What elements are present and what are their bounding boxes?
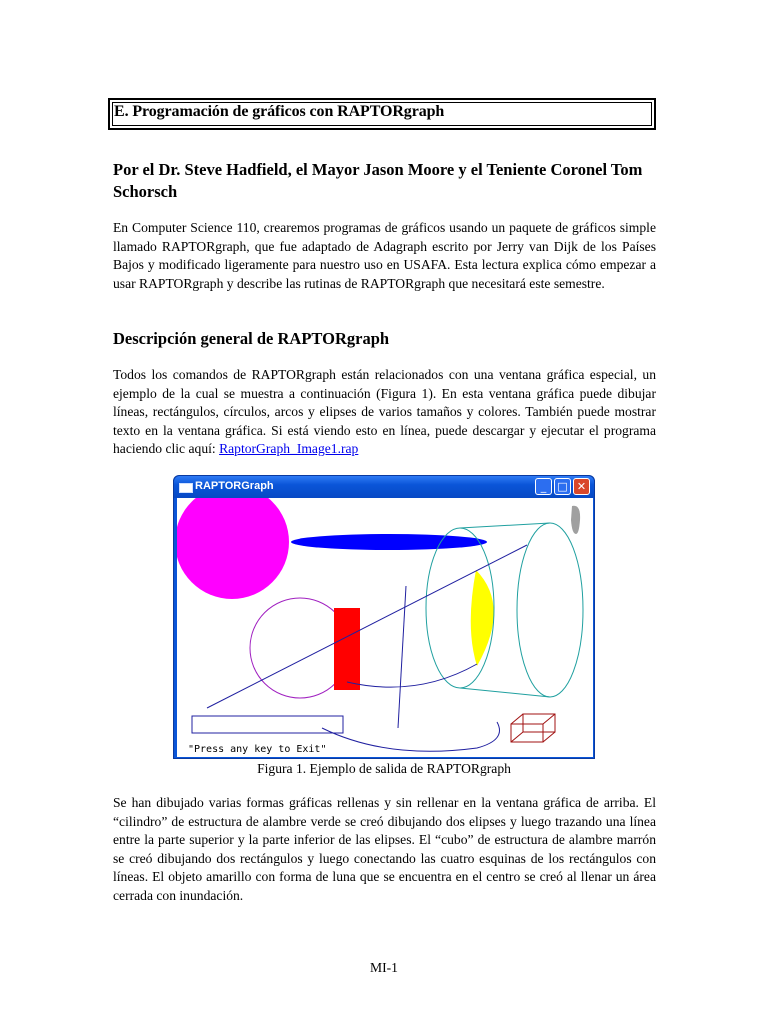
window-titlebar[interactable] xyxy=(174,476,594,498)
section-title: E. Programación de gráficos con RAPTORgraph xyxy=(114,103,445,120)
overview-heading: Descripción general de RAPTORgraph xyxy=(113,329,390,348)
figure-caption: Figura 1. Ejemplo de salida de RAPTORgraph xyxy=(257,761,511,776)
brown-cube xyxy=(511,714,555,742)
navy-vertical-line xyxy=(398,586,406,728)
graphics-drawing xyxy=(177,498,593,757)
overview-paragraph xyxy=(113,366,656,459)
gray-drop xyxy=(571,506,580,534)
section-title-box xyxy=(108,98,656,130)
yellow-moon xyxy=(471,570,494,666)
authors-heading: Por el Dr. Steve Hadfield, el Mayor Jason Moore y el Teniente Coronel Tom Schorsch xyxy=(113,160,643,201)
exit-prompt: "Press any key to Exit" xyxy=(188,744,327,755)
navy-rectangle xyxy=(192,716,343,733)
close-button[interactable]: ✕ xyxy=(573,478,590,495)
description-paragraph: Se han dibujado varias formas gráficas rellenas y sin rellenar en la ventana gráfica de arriba. El “cilindro” de estructura de alambre verde se creó dibujando dos elipses y luego trazando una línea entre la parte superior y la parte inferior de las elipses. El “cubo” de estructura de alambre marrón se creó dibujando dos rectángulos y luego conectando las cuatro esquinas de los rectángulos con líneas. El objeto amarillo con forma de luna que se encuentra en el centro se creó al llenar un área cerrada con inundación. xyxy=(113,795,656,903)
window-icon xyxy=(179,483,193,493)
blue-ellipse xyxy=(291,534,487,550)
navy-arc xyxy=(347,664,477,687)
magenta-circle xyxy=(177,498,289,599)
minimize-button[interactable]: _ xyxy=(535,478,552,495)
raptorgraph-window xyxy=(173,475,595,759)
window-title: RAPTORGraph xyxy=(195,480,274,492)
red-rectangle xyxy=(334,608,360,690)
navy-ellipse-arc xyxy=(322,722,500,751)
overview-text: Todos los comandos de RAPTORgraph están relacionados con una ventana gráfica especial, un ejemplo de la cual se muestra a continuación (Figura 1). En esta ventana gráfica puede dibujar líneas, rectángulos, círculos, arcos y elipses de varios tamaños y colores. También puede mostrar texto en la ventana gráfica. Si está viendo esto en línea, puede descargar y ejecutar el programa haciendo clic aquí: xyxy=(113,367,656,457)
page-number: MI-1 xyxy=(370,960,398,975)
maximize-button[interactable]: □ xyxy=(554,478,571,495)
download-link[interactable]: RaptorGraph_Image1.rap xyxy=(219,441,359,457)
intro-paragraph: En Computer Science 110, crearemos programas de gráficos usando un paquete de gráficos simple llamado RAPTORgraph, que fue adaptado de Adagraph escrito por Jerry van Dijk de los Países Bajos y modificado ligeramente para nuestro uso en USAFA. Esta lectura explica cómo empezar a usar RAPTORgraph y describe las rutinas de RAPTORgraph que necesitará este semestre. xyxy=(113,220,656,291)
cyan-cylinder xyxy=(426,523,583,697)
graphics-canvas[interactable] xyxy=(177,498,593,757)
